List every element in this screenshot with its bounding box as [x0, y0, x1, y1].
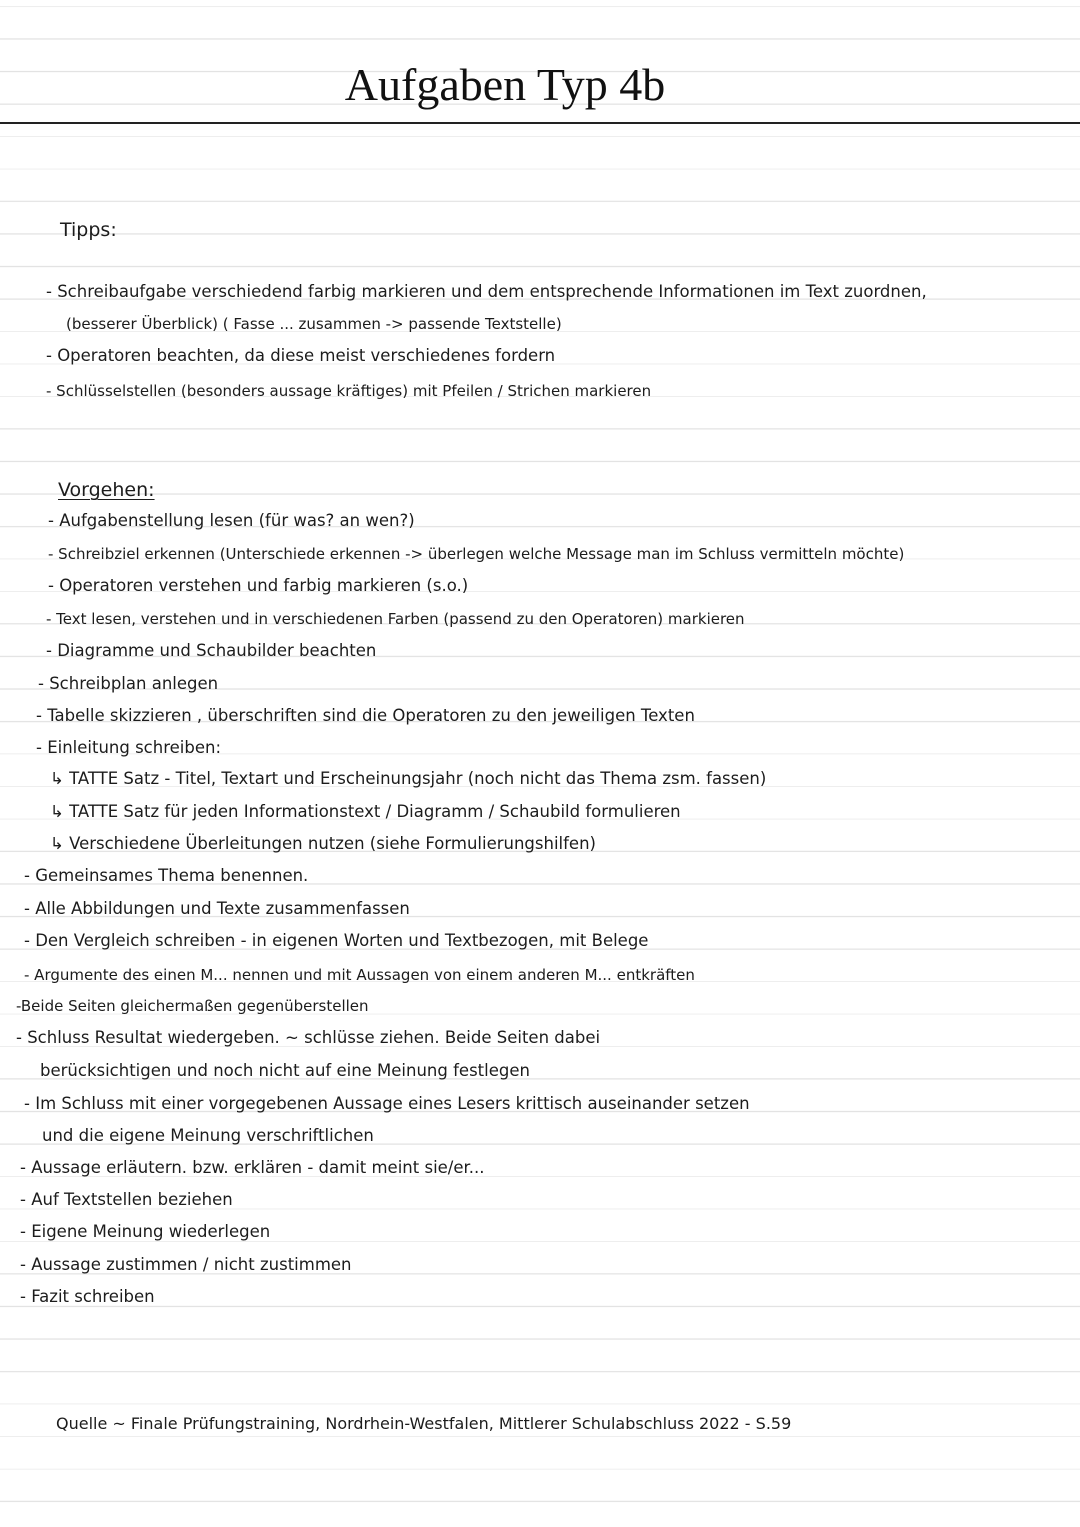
procedure-item: - Schluss Resultat wiedergeben. ~ schlüsse ziehen. Beide Seiten dabei	[16, 1028, 601, 1047]
procedure-item: - Schreibziel erkennen (Unterschiede erkennen -> überlegen welche Message man im Schluss vermitteln möchte)	[48, 545, 905, 563]
title-underline	[0, 122, 1080, 124]
procedure-item: - Aufgabenstellung lesen (für was? an wen?)	[48, 511, 415, 530]
procedure-item-continued: berücksichtigen und noch nicht auf eine Meinung festlegen	[40, 1061, 530, 1080]
procedure-item: - Diagramme und Schaubilder beachten	[46, 641, 377, 660]
procedure-item: - Tabelle skizzieren , überschriften sind die Operatoren zu den jeweiligen Texten	[36, 706, 695, 725]
procedure-item: - Schreibplan anlegen	[38, 674, 219, 693]
procedure-heading: Vorgehen:	[58, 479, 155, 501]
procedure-item: -Beide Seiten gleichermaßen gegenüberstellen	[16, 997, 369, 1015]
procedure-item: - Text lesen, verstehen und in verschiedenen Farben (passend zu den Operatoren) markieren	[46, 610, 745, 628]
procedure-item: - Operatoren verstehen und farbig markieren (s.o.)	[48, 576, 469, 595]
procedure-subitem: ↳ TATTE Satz für jeden Informationstext / Diagramm / Schaubild formulieren	[50, 802, 681, 821]
tip-item: - Schlüsselstellen (besonders aussage kräftiges) mit Pfeilen / Strichen markieren	[46, 382, 652, 400]
tip-item: - Operatoren beachten, da diese meist verschiedenes fordern	[46, 346, 556, 365]
tip-item: (besserer Überblick) ( Fasse ... zusammen -> passende Textstelle)	[66, 315, 562, 333]
page-title: Aufgaben Typ 4b	[344, 59, 666, 110]
procedure-item: - Aussage zustimmen / nicht zustimmen	[20, 1255, 352, 1274]
procedure-item: - Aussage erläutern. bzw. erklären - damit meint sie/er...	[20, 1158, 485, 1177]
procedure-subitem: ↳ TATTE Satz - Titel, Textart und Erscheinungsjahr (noch nicht das Thema zsm. fassen)	[50, 769, 767, 788]
procedure-item: - Den Vergleich schreiben - in eigenen Worten und Textbezogen, mit Belege	[24, 931, 649, 950]
procedure-item: - Im Schluss mit einer vorgegebenen Aussage eines Lesers krittisch auseinander setzen	[24, 1094, 750, 1113]
procedure-item: - Fazit schreiben	[20, 1287, 155, 1306]
procedure-item: - Alle Abbildungen und Texte zusammenfassen	[24, 899, 410, 918]
tips-heading: Tipps:	[60, 219, 117, 241]
procedure-subitem: ↳ Verschiedene Überleitungen nutzen (siehe Formulierungshilfen)	[50, 834, 596, 853]
procedure-item: - Argumente des einen M... nennen und mit Aussagen von einem anderen M... entkräften	[24, 966, 695, 984]
tip-item: - Schreibaufgabe verschiedend farbig markieren und dem entsprechende Informationen im Text zuordnen,	[46, 282, 927, 301]
procedure-item: - Gemeinsames Thema benennen.	[24, 866, 309, 885]
procedure-item: - Auf Textstellen beziehen	[20, 1190, 233, 1209]
source-citation: Quelle ~ Finale Prüfungstraining, Nordrhein-Westfalen, Mittlerer Schulabschluss 2022 - S.59	[56, 1414, 792, 1433]
procedure-item: - Einleitung schreiben:	[36, 738, 222, 757]
procedure-item-continued: und die eigene Meinung verschriftlichen	[42, 1126, 374, 1145]
procedure-item: - Eigene Meinung wiederlegen	[20, 1222, 271, 1241]
